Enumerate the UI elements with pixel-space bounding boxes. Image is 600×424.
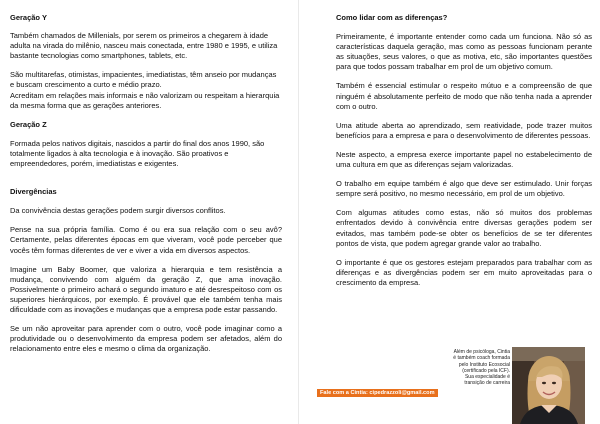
- paragraph: Acreditam em relações mais informais e não valorizam ou respeitam a hierarquia da mesma forma que as gerações anteriores.: [10, 90, 280, 110]
- paragraph: Com algumas atitudes como estas, não só muitos dos problemas enfrentados devido à convivência entre diversas gerações podem ser evitados, mas também pode-se obter os benefícios de se ter diferentes pontos de vista, que podem agregar grande valor ao trabalho.: [336, 208, 592, 248]
- paragraph: Neste aspecto, a empresa exerce importante papel no estabelecimento de uma cultura em que as diferenças sejam valorizadas.: [336, 149, 592, 170]
- heading-geracao-z: Geração Z: [10, 119, 47, 129]
- heading-como-lidar: Como lidar com as diferenças?: [336, 13, 448, 22]
- paragraph: O trabalho em equipe também é algo que deve ser estimulado. Unir forças sempre será positivo, no mesmo necessário, em prol de um objetivo.: [336, 179, 592, 199]
- paragraph: Também é essencial estimular o respeito mútuo e a compreensão de que ninguém é absolutamente perfeito de modo que não tenha nada a aprender com o outro.: [336, 81, 592, 111]
- left-column: [10, 13, 282, 363]
- paragraph: O importante é que os gestores estejam preparados para trabalhar com as diferenças e as divergências podem ser em muito aproveitadas para o crescimento da empresa.: [336, 257, 592, 287]
- paragraph: Também chamados de Millenials, por serem os primeiros a chegarem à idade adulta na virada do milênio, nasceu mais conectada, entre 1980 e 1995, e utiliza bastante tecnologias como smartphones, tablets, etc.: [10, 31, 278, 61]
- heading-geracao-y: Geração Y: [10, 13, 47, 22]
- column-divider: [298, 0, 299, 424]
- paragraph: Se um não aproveitar para aprender com o outro, você pode imaginar como a produtividade ou o desenvolvimento da empresa podem ser afetados, além do relacionamento entre eles e mesmo o clima da organização.: [10, 324, 282, 354]
- paragraph: Uma atitude aberta ao aprendizado, sem reatividade, pode trazer muitos benefícios para a empresa e para o desenvolvimento de diferentes pessoas.: [336, 120, 592, 140]
- contact-banner[interactable]: Fale com a Cintia: cipedrazzoli@gmail.com: [317, 389, 438, 397]
- author-photo: [512, 347, 585, 424]
- right-column: [336, 13, 592, 297]
- paragraph: São multitarefas, otimistas, impacientes, imediatistas, têm anseio por mudanças e buscam crescimento a curto e médio prazo.: [10, 70, 277, 90]
- paragraph: Formada pelos nativos digitais, nascidos a partir do final dos anos 1990, são totalmente ligados à alta tecnologia e à inovação. São proativos e empreendedores, porém, imediatistas e exigentes.: [10, 138, 265, 169]
- heading-divergencias: Divergências: [10, 187, 57, 197]
- paragraph: Primeiramente, é importante entender como cada um funciona. Não só as características daquela geração, mas como as pessoas funcionam perante as situações, seus valores, o que as motiva, etc, são importantes questões para que todos possam trabalhar em prol de um objetivo comum.: [336, 32, 592, 72]
- author-bio: Além de psicóloga, Cintia é também coach formada pelo Instituto Ecosocial (certificado pela ICF). Sua especialidade é transição de carreira: [453, 349, 510, 387]
- paragraph: Pense na sua própria família. Como é ou era sua relação com o seu avô? Certamente, pelas diferentes épocas em que viveram, você pode perceber que vocês têm formas diferentes de ver e viver a vida em diversos aspectos.: [10, 225, 282, 255]
- paragraph: Da convivência destas gerações podem surgir diversos conflitos.: [10, 206, 226, 216]
- paragraph: Imagine um Baby Boomer, que valoriza a hierarquia e tem resistência a mudança, convivendo com alguém da geração Z, que ama inovação. Possivelmente o primeiro achará o segundo imaturo e até desrespeitoso com os superiores hierárquicos, por exemplo. É provável que ele também tenha mais dificuldade com as inovações e mudanças que a empresa pode estar passando.: [10, 264, 282, 314]
